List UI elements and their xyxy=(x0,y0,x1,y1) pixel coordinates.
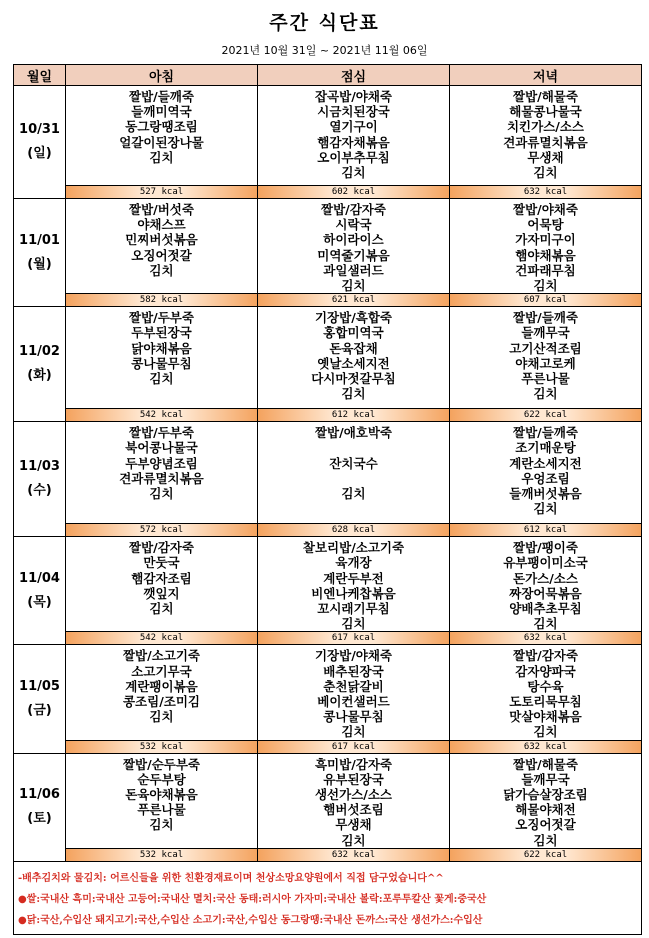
note-origin-seafood: ●쌀:국내산 흑미:국내산 고등어:국내산 멸치:국산 동태:러시아 가자미:국내산 볼락:포루투칼산 꽃게:중국산 xyxy=(18,893,487,905)
breakfast-dish-list xyxy=(66,422,257,501)
dish-item: 김치 xyxy=(149,371,174,387)
dish-item: 야채스프 xyxy=(137,217,186,233)
lunch-dish-list xyxy=(258,537,449,631)
date-label: 11/01 xyxy=(19,232,60,248)
dish-item: 김치 xyxy=(149,709,174,725)
dish-item: 짤밥/버섯죽 xyxy=(129,202,194,217)
breakfast-kcal: 532 kcal xyxy=(66,848,258,861)
dish-item: 유부팽이미소국 xyxy=(503,555,588,571)
dish-item: 오징어젓갈 xyxy=(131,247,192,263)
day-cell xyxy=(14,307,66,422)
weekday-label: (목) xyxy=(27,594,52,610)
dish-item: 햄버섯조림 xyxy=(323,802,384,818)
breakfast-dish-list xyxy=(66,86,257,165)
dish-item: 육개장 xyxy=(335,555,372,571)
breakfast-dish-list xyxy=(66,754,257,833)
dish-item: 김치 xyxy=(533,616,558,632)
lunch-kcal: 632 kcal xyxy=(258,848,450,861)
lunch-cell xyxy=(258,307,450,409)
dish-item: 기장밥/흑합죽 xyxy=(314,310,393,326)
dish-item: 미역줄기볶음 xyxy=(317,247,390,263)
dish-item: 짤밥/두부죽 xyxy=(129,310,194,326)
dish-item: 짤밥/들깨죽 xyxy=(513,425,578,441)
header-dinner: 저녁 xyxy=(450,65,642,86)
dish-item: 야채고로케 xyxy=(515,355,576,371)
menu-body xyxy=(14,86,642,862)
dish-item: 시금치된장국 xyxy=(317,104,390,120)
dish-item: 김치 xyxy=(533,165,558,181)
dish-item: 베이컨샐러드 xyxy=(317,694,390,710)
dinner-dish-list xyxy=(450,537,641,631)
dinner-dish-list xyxy=(450,645,641,739)
dish-item: 햄감자조림 xyxy=(131,570,192,586)
kcal-row xyxy=(14,186,642,199)
dish-item: 순두부탕 xyxy=(137,771,186,787)
day-cell xyxy=(14,645,66,753)
dish-item: 짤밥/해물죽 xyxy=(513,89,578,104)
kcal-row xyxy=(14,409,642,422)
dish-item: 짤밥/소고기죽 xyxy=(122,648,201,664)
dish-item: 고기산적조림 xyxy=(509,340,582,356)
breakfast-cell xyxy=(66,537,258,632)
dish-item: 유부된장국 xyxy=(323,771,384,787)
lunch-kcal: 617 kcal xyxy=(258,632,450,645)
dinner-cell xyxy=(450,86,642,186)
day-row xyxy=(14,86,642,186)
dish-item: 콩나물무침 xyxy=(323,709,384,725)
dish-item: 깻잎지 xyxy=(143,585,180,601)
notes-row xyxy=(14,861,642,934)
dish-item: 양배추초무침 xyxy=(509,601,582,617)
kcal-row xyxy=(14,848,642,861)
dish-item: 흑미밥/감자죽 xyxy=(314,756,393,772)
dinner-cell xyxy=(450,753,642,848)
lunch-dish-list xyxy=(258,645,449,739)
dish-item: 짤밥/순두부죽 xyxy=(122,756,201,772)
dish-item: 생선가스/소스 xyxy=(314,787,393,803)
dish-item: 배추된장국 xyxy=(323,663,384,679)
dish-item: 북어콩나물국 xyxy=(125,440,198,456)
dinner-dish-list xyxy=(450,199,641,293)
dinner-kcal: 632 kcal xyxy=(450,186,642,199)
dish-item: 김치 xyxy=(533,832,558,848)
weekday-label: (토) xyxy=(27,811,52,827)
dish-item: 가자미구이 xyxy=(515,232,576,248)
dish-item: 동그랑땡조림 xyxy=(125,119,198,135)
dish-item: 잔치국수 xyxy=(329,455,378,471)
dinner-cell xyxy=(450,422,642,524)
dinner-dish-list xyxy=(450,86,641,180)
day-cell xyxy=(14,537,66,645)
dish-item: 들깨미역국 xyxy=(131,104,192,120)
dinner-dish-list xyxy=(450,422,641,516)
breakfast-kcal: 542 kcal xyxy=(66,409,258,422)
dish-item: 푸른나물 xyxy=(137,802,186,818)
dinner-cell xyxy=(450,307,642,409)
day-row xyxy=(14,753,642,848)
dinner-dish-list xyxy=(450,307,641,401)
day-row xyxy=(14,307,642,409)
lunch-kcal: 602 kcal xyxy=(258,186,450,199)
dish-item xyxy=(258,471,449,486)
dish-item: 기장밥/야채죽 xyxy=(314,648,393,664)
breakfast-kcal: 527 kcal xyxy=(66,186,258,199)
lunch-dish-list xyxy=(258,199,449,293)
weekday-label: (월) xyxy=(27,256,52,272)
dish-item: 만둣국 xyxy=(143,555,180,571)
dish-item: 감자양파국 xyxy=(515,663,576,679)
dish-item: 잡곡밥/야채죽 xyxy=(314,89,393,104)
weekday-label: (일) xyxy=(27,146,52,161)
date-label: 11/04 xyxy=(19,570,60,586)
dish-item: 치킨가스/소스 xyxy=(506,119,585,135)
note-origin-meat: ●닭:국산,수입산 돼지고기:국산,수입산 소고기:국산,수입산 동그랑땡:국내산 돈까스:국산 생선가스:수입산 xyxy=(18,914,483,926)
date-range: 2021년 10월 31일 ~ 2021년 11월 06일 xyxy=(221,44,428,57)
dish-item: 김치 xyxy=(149,262,174,278)
kcal-row xyxy=(14,632,642,645)
dish-item: 들깨버섯볶음 xyxy=(509,486,582,502)
dish-item: 옛날소세지전 xyxy=(317,355,390,371)
dish-item: 홍합미역국 xyxy=(323,325,384,341)
dish-item: 우엉조림 xyxy=(521,470,570,486)
weekday-label: (화) xyxy=(27,368,52,384)
breakfast-cell xyxy=(66,86,258,186)
dish-item: 오징어젓갈 xyxy=(515,817,576,833)
dish-item: 계란소세지전 xyxy=(509,455,582,471)
dish-item: 다시마젓갈무침 xyxy=(311,371,396,387)
dish-item: 오이부추무침 xyxy=(317,149,390,165)
lunch-cell xyxy=(258,645,450,740)
dish-item: 소고기무국 xyxy=(131,663,192,679)
breakfast-cell xyxy=(66,753,258,848)
weekday-label: (수) xyxy=(27,483,52,499)
date-label: 10/31 xyxy=(19,122,60,137)
dish-item: 푸른나물 xyxy=(521,371,570,387)
dish-item: 김치 xyxy=(149,149,174,165)
dish-item: 견과류멸치볶음 xyxy=(503,134,588,150)
dish-item: 계란팽이볶음 xyxy=(125,678,198,694)
dish-item: 짤밥/야채죽 xyxy=(513,202,578,217)
dish-item: 햄야채볶음 xyxy=(515,247,576,263)
breakfast-kcal: 582 kcal xyxy=(66,294,258,307)
breakfast-dish-list xyxy=(66,199,257,278)
dish-item xyxy=(258,440,449,455)
dinner-cell xyxy=(450,537,642,632)
dish-item: 얼갈이된장나물 xyxy=(119,134,204,150)
page-title: 주간 식단표 xyxy=(269,12,380,34)
dish-item: 햄감자채볶음 xyxy=(317,134,390,150)
breakfast-dish-list xyxy=(66,307,257,386)
note-kimchi: -배추김치와 물김치: 어르신들을 위한 친환경재료이며 천상소망요양원에서 직접 담구었습니다^^ xyxy=(18,872,444,884)
lunch-kcal: 628 kcal xyxy=(258,524,450,537)
header-breakfast: 아침 xyxy=(66,65,258,86)
breakfast-dish-list xyxy=(66,645,257,724)
dish-item: 두부된장국 xyxy=(131,325,192,341)
day-cell xyxy=(14,422,66,537)
dish-item: 김치 xyxy=(341,386,366,402)
day-row xyxy=(14,199,642,294)
dish-item: 민찌버섯볶음 xyxy=(125,232,198,248)
date-label: 11/06 xyxy=(19,787,60,803)
header-lunch: 점심 xyxy=(258,65,450,86)
weekday-label: (금) xyxy=(27,703,52,719)
lunch-kcal: 621 kcal xyxy=(258,294,450,307)
dish-item: 김치 xyxy=(341,724,366,740)
dinner-dish-list xyxy=(450,754,641,848)
breakfast-dish-list xyxy=(66,537,257,616)
breakfast-kcal: 542 kcal xyxy=(66,632,258,645)
dish-item: 김치 xyxy=(341,832,366,848)
header-date: 월일 xyxy=(14,65,66,86)
dish-item: 도토리묵무침 xyxy=(509,694,582,710)
breakfast-kcal: 532 kcal xyxy=(66,740,258,753)
dish-item: 김치 xyxy=(533,278,558,294)
lunch-cell xyxy=(258,86,450,186)
dish-item: 해물콩나물국 xyxy=(509,104,582,120)
dish-item: 해물야채전 xyxy=(515,802,576,818)
day-cell xyxy=(14,753,66,861)
dish-item: 짜장어묵볶음 xyxy=(509,585,582,601)
dinner-cell xyxy=(450,645,642,740)
kcal-row xyxy=(14,524,642,537)
dish-item: 돈육야채볶음 xyxy=(125,787,198,803)
dinner-kcal: 607 kcal xyxy=(450,294,642,307)
dinner-kcal: 612 kcal xyxy=(450,524,642,537)
dinner-kcal: 622 kcal xyxy=(450,409,642,422)
kcal-row xyxy=(14,740,642,753)
breakfast-kcal: 572 kcal xyxy=(66,524,258,537)
dish-item: 들깨무국 xyxy=(521,771,570,787)
breakfast-cell xyxy=(66,645,258,740)
dish-item: 들깨무국 xyxy=(521,325,570,341)
date-label: 11/03 xyxy=(19,459,60,475)
breakfast-cell xyxy=(66,422,258,524)
dish-item: 김치 xyxy=(533,501,558,517)
dish-item: 김치 xyxy=(533,724,558,740)
dish-item: 무생채 xyxy=(527,149,564,165)
dish-item: 짤밥/해물죽 xyxy=(513,756,578,772)
header-row xyxy=(14,65,642,86)
dish-item: 두부양념조림 xyxy=(125,455,198,471)
dish-item: 김치 xyxy=(341,486,366,502)
dish-item: 어묵탕 xyxy=(527,217,564,233)
dish-item: 짤밥/팽이죽 xyxy=(513,540,578,556)
menu-table xyxy=(13,64,642,935)
day-row xyxy=(14,537,642,632)
dish-item: 돈육잡채 xyxy=(329,340,378,356)
dish-item: 짤밥/두부죽 xyxy=(129,425,194,441)
dish-item: 짤밥/감자죽 xyxy=(513,648,578,664)
dish-item: 돈가스/소스 xyxy=(513,570,578,586)
dish-item: 하이라이스 xyxy=(323,232,384,248)
kcal-row xyxy=(14,294,642,307)
dish-item: 건파래무침 xyxy=(515,262,576,278)
lunch-cell xyxy=(258,199,450,294)
dish-item: 김치 xyxy=(341,278,366,294)
dish-item: 꼬시래기무침 xyxy=(317,601,390,617)
date-label: 11/05 xyxy=(19,679,60,695)
dish-item: 계란두부전 xyxy=(323,570,384,586)
dish-item: 짤밥/들깨죽 xyxy=(129,89,194,104)
dish-item: 김치 xyxy=(533,386,558,402)
day-cell xyxy=(14,199,66,307)
dish-item: 김치 xyxy=(341,616,366,632)
lunch-kcal: 617 kcal xyxy=(258,740,450,753)
dish-item: 무생채 xyxy=(335,817,372,833)
dish-item: 김치 xyxy=(149,486,174,502)
dish-item: 짤밥/들깨죽 xyxy=(513,310,578,326)
lunch-cell xyxy=(258,753,450,848)
day-cell xyxy=(14,86,66,199)
dinner-kcal: 632 kcal xyxy=(450,632,642,645)
lunch-dish-list xyxy=(258,86,449,180)
dish-item: 시락국 xyxy=(335,217,372,233)
dish-item: 춘천닭갈비 xyxy=(323,678,384,694)
date-label: 11/02 xyxy=(19,344,60,360)
dish-item: 견과류멸치볶음 xyxy=(119,470,204,486)
dinner-kcal: 622 kcal xyxy=(450,848,642,861)
dish-item: 콩나물무침 xyxy=(131,355,192,371)
lunch-dish-list xyxy=(258,307,449,401)
lunch-dish-list xyxy=(258,422,449,501)
dish-item: 비엔나케찹볶음 xyxy=(311,585,396,601)
dinner-kcal: 632 kcal xyxy=(450,740,642,753)
dish-item: 김치 xyxy=(149,817,174,833)
dish-item: 탕수육 xyxy=(527,678,564,694)
lunch-kcal: 612 kcal xyxy=(258,409,450,422)
dish-item: 짤밥/감자죽 xyxy=(321,202,386,217)
dish-item: 닭가슴살장조림 xyxy=(503,787,588,803)
lunch-cell xyxy=(258,537,450,632)
day-row xyxy=(14,422,642,524)
breakfast-cell xyxy=(66,199,258,294)
notes-cell xyxy=(14,861,642,934)
dinner-cell xyxy=(450,199,642,294)
lunch-cell xyxy=(258,422,450,524)
dish-item: 찰보리밥/소고기죽 xyxy=(302,540,405,556)
dish-item: 과일샐러드 xyxy=(323,262,384,278)
dish-item: 조기매운탕 xyxy=(515,440,576,456)
dish-item: 짤밥/감자죽 xyxy=(129,540,194,556)
dish-item: 닭야채볶음 xyxy=(131,340,192,356)
dish-item: 맛살야채볶음 xyxy=(509,709,582,725)
dish-item: 열기구이 xyxy=(329,119,378,135)
dish-item: 짤밥/애호박죽 xyxy=(314,425,393,441)
breakfast-cell xyxy=(66,307,258,409)
lunch-dish-list xyxy=(258,754,449,848)
dish-item: 김치 xyxy=(149,601,174,617)
day-row xyxy=(14,645,642,740)
dish-item: 콩조림/조미김 xyxy=(122,694,201,710)
dish-item: 김치 xyxy=(341,165,366,181)
